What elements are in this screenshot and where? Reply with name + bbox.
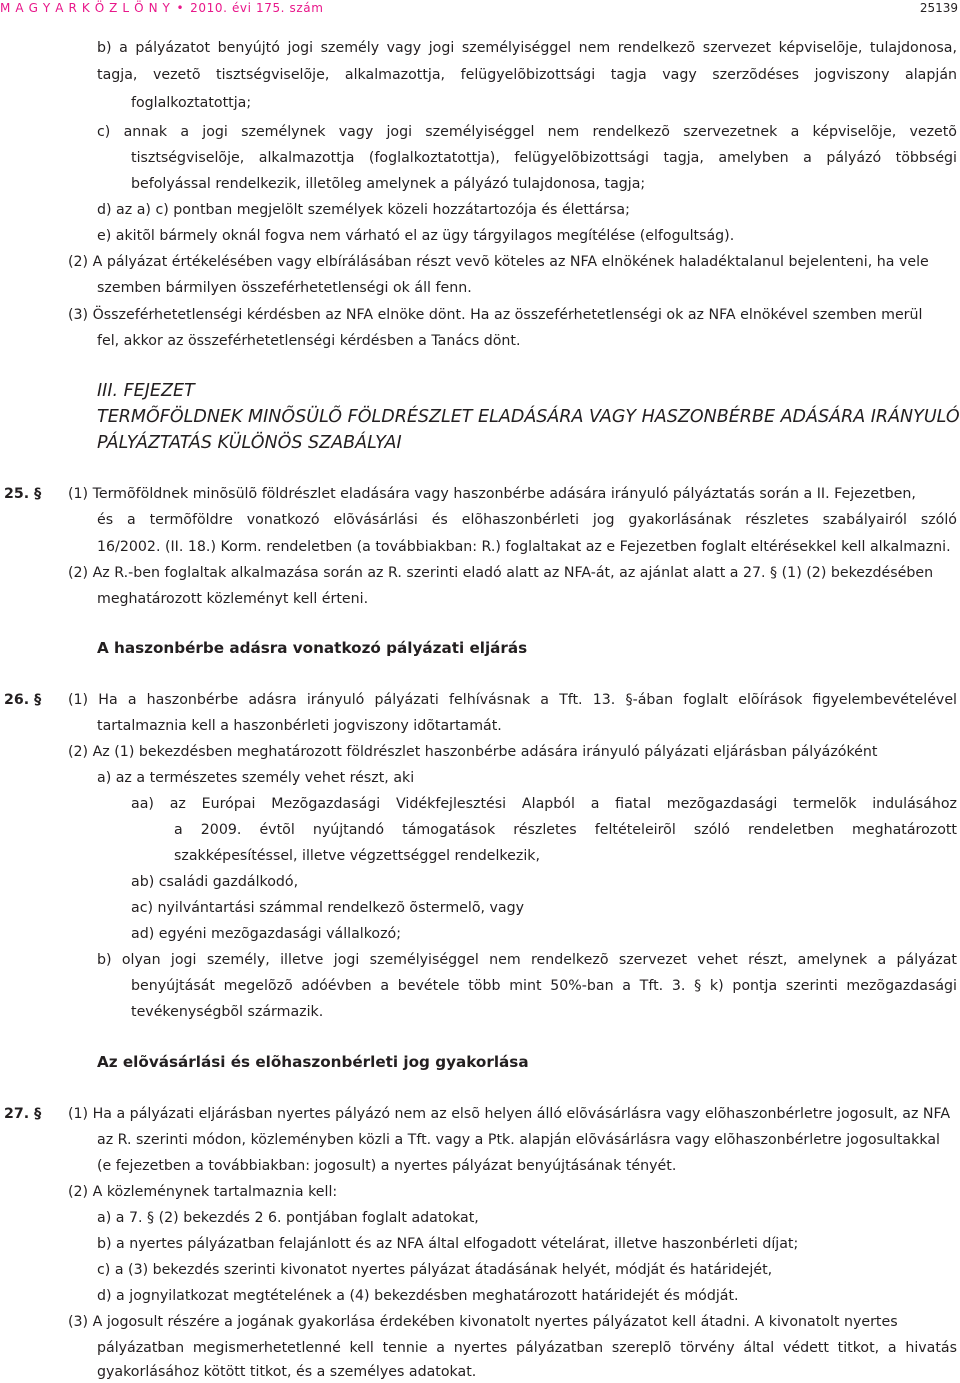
paragraph-line: ad) egyéni mezõgazdasági vállalkozó; bbox=[131, 926, 402, 942]
paragraph-line: (2) Az (1) bekezdésben meghatározott földrészlet haszonbérbe adására irányuló pályázati eljárásban pályázóként bbox=[68, 744, 878, 760]
paragraph-line: (2) Az R.-ben foglaltak alkalmazása során az R. szerinti eladó alatt az NFA-át, az ajánlat alatt a 27. § (1) (2) bekezdésében bbox=[68, 565, 934, 581]
paragraph-line: c) annak a jogi személynek vagy jogi személyiséggel nem rendelkezõ szervezetnek a képviselõje, vezetõ bbox=[97, 124, 957, 140]
paragraph-line: (1) Ha a haszonbérbe adásra irányuló pályázati felhívásnak a Tft. 13. §-ában foglalt elõírások figyelembevételével bbox=[68, 692, 957, 708]
paragraph-line: (3) Összeférhetetlenségi kérdésben az NFA elnöke dönt. Ha az összeférhetetlenségi ok az NFA elnökével szemben merül bbox=[68, 307, 923, 323]
paragraph-line: ab) családi gazdálkodó, bbox=[131, 874, 299, 890]
paragraph-line: szemben bármilyen összeférhetetlenségi ok áll fenn. bbox=[97, 280, 472, 296]
paragraph-line: a 2009. évtõl nyújtandó támogatások részletes feltételeirõl szóló rendeletben meghatározott bbox=[174, 822, 957, 838]
paragraph-line: (3) A jogosult részére a jogának gyakorlása érdekében kivonatolt nyertes pályázatot kell átadni. A kivonatolt nyertes bbox=[68, 1314, 898, 1330]
paragraph-line: tartalmaznia kell a haszonbérleti jogviszony idõtartamát. bbox=[97, 718, 502, 734]
journal-name: M A G Y A R K Ö Z L Ö N Y bbox=[0, 1, 171, 15]
chapter-number: III. FEJEZET bbox=[97, 381, 195, 401]
paragraph-line: tevékenységbõl származik. bbox=[131, 1004, 324, 1020]
paragraph-line: b) a nyertes pályázatban felajánlott és az NFA által elfogadott vételárat, illetve haszonbérleti díjat; bbox=[97, 1236, 799, 1252]
paragraph-line: meghatározott közleményt kell érteni. bbox=[97, 591, 369, 607]
paragraph-line: b) olyan jogi személy, illetve jogi személyiséggel nem rendelkezõ szervezet vehet részt, amelynek a pályázat bbox=[97, 952, 957, 968]
section-label: 25. § bbox=[4, 486, 42, 502]
paragraph-line: c) a (3) bekezdés szerinti kivonatot nyertes pályázat átadásának helyét, módját és határidejét, bbox=[97, 1262, 773, 1278]
section-label: 27. § bbox=[4, 1106, 42, 1122]
paragraph-line: e) akitõl bármely oknál fogva nem várható el az ügy tárgyilagos megítélése (elfogultság). bbox=[97, 228, 735, 244]
journal-title bbox=[0, 1, 324, 15]
paragraph-line: az R. szerinti módon, közleményben közli a Tft. vagy a Ptk. alapján elõvásárlásra vagy elõhaszonbérletre jogosultakkal bbox=[97, 1132, 940, 1148]
subheading: A haszonbérbe adásra vonatkozó pályázati eljárás bbox=[97, 639, 528, 657]
page-number: 25139 bbox=[919, 1, 958, 15]
paragraph-line: gyakorlásához kötött titkot, és a személyes adatokat. bbox=[97, 1364, 477, 1380]
paragraph-line: ac) nyilvántartási számmal rendelkezõ õstermelõ, vagy bbox=[131, 900, 525, 916]
header-bullet: • bbox=[176, 1, 185, 15]
section-label: 26. § bbox=[4, 692, 42, 708]
paragraph-line: benyújtását megelõzõ adóévben a bevétele több mint 50%-ban a Tft. 3. § k) pontja szerinti mezõgazdasági bbox=[131, 978, 957, 994]
paragraph-line: 16/2002. (II. 18.) Korm. rendeletben (a továbbiakban: R.) foglaltakat az e Fejezetben foglalt eltérésekkel kell alkalmazni. bbox=[97, 539, 951, 555]
paragraph-line: (1) Termõföldnek minõsülõ földrészlet eladására vagy haszonbérbe adására irányuló pályáztatás során a II. Fejezetben, bbox=[68, 486, 916, 502]
chapter-title: TERMÕFÖLDNEK MINÕSÜLÕ FÖLDRÉSZLET ELADÁSÁRA VAGY HASZONBÉRBE ADÁSÁRA IRÁNYULÓ bbox=[97, 407, 960, 427]
paragraph-line: aa) az Európai Mezõgazdasági Vidékfejlesztési Alapból a fiatal mezõgazdasági termelõk indulásához bbox=[131, 796, 957, 812]
page-header bbox=[0, 0, 960, 20]
paragraph-line: a) a 7. § (2) bekezdés 2 6. pontjában foglalt adatokat, bbox=[97, 1210, 479, 1226]
issue-label: 2010. évi 175. szám bbox=[190, 1, 324, 15]
paragraph-line: (2) A pályázat értékelésében vagy elbírálásában részt vevõ köteles az NFA elnökének haladéktalanul bejelenteni, ha vele bbox=[68, 254, 929, 270]
paragraph-line: befolyással rendelkezik, illetõleg amelynek a pályázó tulajdonosa, tagja; bbox=[131, 176, 646, 192]
paragraph-line: a) az a természetes személy vehet részt, aki bbox=[97, 770, 415, 786]
paragraph-line: pályázatban megismerhetetlenné kell tennie a nyertes pályázatban szereplõ törvény által védett titkot, a hivatás bbox=[97, 1340, 957, 1356]
paragraph-line: és a termõföldre vonatkozó elõvásárlási és elõhaszonbérleti jog gyakorlásának részletes szabályairól szóló bbox=[97, 512, 957, 528]
paragraph-line: d) a jognyilatkozat megtételének a (4) bekezdésben meghatározott határidejét és módját. bbox=[97, 1288, 739, 1304]
paragraph-line: (e fejezetben a továbbiakban: jogosult) a nyertes pályázat benyújtásának tényét. bbox=[97, 1158, 677, 1174]
paragraph-line: fel, akkor az összeférhetetlenségi kérdésben a Tanács dönt. bbox=[97, 333, 521, 349]
paragraph-line: b) a pályázatot benyújtó jogi személy vagy jogi személyiséggel nem rendelkezõ szervezet képviselõje, tulajdonosa, bbox=[97, 40, 957, 56]
paragraph-line: (1) Ha a pályázati eljárásban nyertes pályázó nem az elsõ helyen álló elõvásárlásra vagy elõhaszonbérletre jogosult, az NFA bbox=[68, 1106, 951, 1122]
paragraph-line: foglalkoztatottja; bbox=[131, 95, 252, 111]
paragraph-line: tisztségviselõje, alkalmazottja (foglalkoztatottja), felügyelõbizottsági tagja, amelyben a pályázó többségi bbox=[131, 150, 957, 166]
chapter-title: PÁLYÁZTATÁS KÜLÖNÖS SZABÁLYAI bbox=[97, 433, 402, 453]
subheading: Az elõvásárlási és elõhaszonbérleti jog gyakorlása bbox=[97, 1053, 529, 1071]
paragraph-line: (2) A közleménynek tartalmaznia kell: bbox=[68, 1184, 338, 1200]
paragraph-line: d) az a) c) pontban megjelölt személyek közeli hozzátartozója és élettársa; bbox=[97, 202, 630, 218]
paragraph-line: tagja, vezetõ tisztségviselõje, alkalmazottja, felügyelõbizottsági tagja vagy szerzõdéses jogviszony alapján bbox=[97, 67, 957, 83]
paragraph-line: szakképesítéssel, illetve végzettséggel rendelkezik, bbox=[174, 848, 540, 864]
